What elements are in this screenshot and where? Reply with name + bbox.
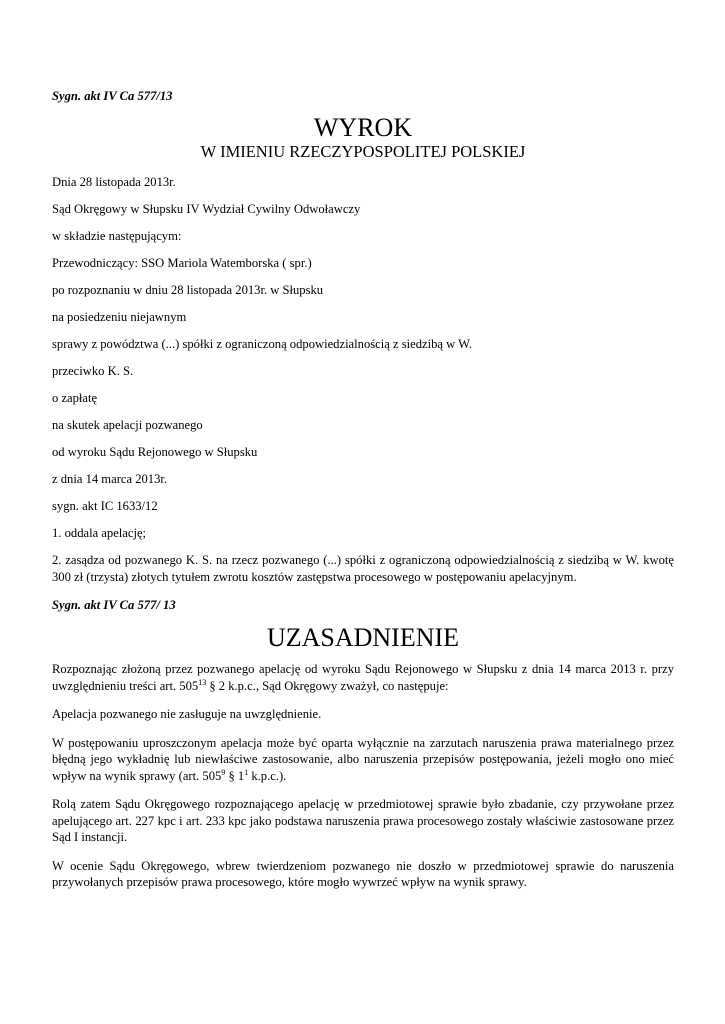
- ruling-point-2: 2. zasądza od pozwanego K. S. na rzecz pozwanego (...) spółki z ograniczoną odpowiedzialnością z siedzibą w W. kwotę 300 zł (trzysta) złotych tytułem zwrotu kosztów zastępstwa procesowego w postępowaniu apelacyjnym.: [52, 553, 674, 584]
- text-line-plaintiff: sprawy z powództwa (...) spółki z ograniczoną odpowiedzialnością z siedzibą w W.: [52, 337, 473, 351]
- justification-paragraph-4: Rolą zatem Sądu Okręgowego rozpoznającego apelację w przedmiotowej sprawie było zbadanie, czy przywołane przez apelującego art. 227 kpc i art. 233 kpc jako podstawa naruszenia prawa procesowego zostały właściwie zastosowane przez Sąd I instancji.: [52, 797, 674, 844]
- text-line-judgment: od wyroku Sądu Rejonowego w Słupsku: [52, 445, 258, 459]
- justification-paragraph-2: Apelacja pozwanego nie zasługuje na uwzględnienie.: [52, 707, 322, 721]
- text-line-date: Dnia 28 listopada 2013r.: [52, 175, 176, 189]
- text-line-appeal: na skutek apelacji pozwanego: [52, 418, 203, 432]
- case-reference: Sygn. akt IV Ca 577/13: [52, 89, 173, 103]
- text-line-hearing: po rozpoznaniu w dniu 28 listopada 2013r. w Słupsku: [52, 283, 324, 297]
- justification-paragraph-3: W postępowaniu uproszczonym apelacja może być oparta wyłącznie na zarzutach naruszenia prawa materialnego przez błędną jego wykładnię lub niewłaściwe zastosowanie, albo naruszenia przepisów postępowania, jeżeli mogło ono mieć wpływ na wynik sprawy (art. $505^9$ § $1^1$ k.p.c.).: [52, 735, 674, 783]
- document-title: WYROK: [313, 113, 413, 142]
- text-line-chair: Przewodniczący: SSO Mariola Watemborska ( spr.): [52, 256, 312, 270]
- justification-paragraph-1: Rozpoznając złożoną przez pozwanego apelację od wyroku Sądu Rejonowego w Słupsku z dnia 14 marca 2013 r. przy uwzględnieniu treści art. $505^{13}$ § 2 k.p.c., Sąd Okręgowy zważył, co następuje:: [52, 662, 674, 693]
- document-subtitle: W IMIENIU RZECZYPOSPOLITEJ POLSKIEJ: [200, 142, 526, 161]
- justification-case-reference: Sygn. akt IV Ca 577/ 13: [52, 598, 176, 612]
- text-line-subject: o zapłatę: [52, 391, 98, 405]
- text-line-judgment-date: z dnia 14 marca 2013r.: [52, 472, 168, 486]
- justification-paragraph-5: W ocenie Sądu Okręgowego, wbrew twierdzeniom pozwanego nie doszło w przedmiotowej sprawie do naruszenia przywołanych przepisów prawa procesowego, które mogło wywrzeć wpływ na wynik sprawy.: [52, 858, 674, 889]
- text-line-court: Sąd Okręgowy w Słupsku IV Wydział Cywilny Odwoławczy: [52, 202, 361, 216]
- document-page: [52, 88, 674, 903]
- ruling-point-1: 1. oddala apelację;: [52, 526, 147, 540]
- text-line-composition: w składzie następującym:: [52, 229, 182, 243]
- text-line-defendant: przeciwko K. S.: [52, 364, 134, 378]
- justification-title: UZASADNIENIE: [266, 623, 460, 652]
- text-line-session: na posiedzeniu niejawnym: [52, 310, 187, 324]
- text-line-case-number: sygn. akt IC 1633/12: [52, 499, 158, 513]
